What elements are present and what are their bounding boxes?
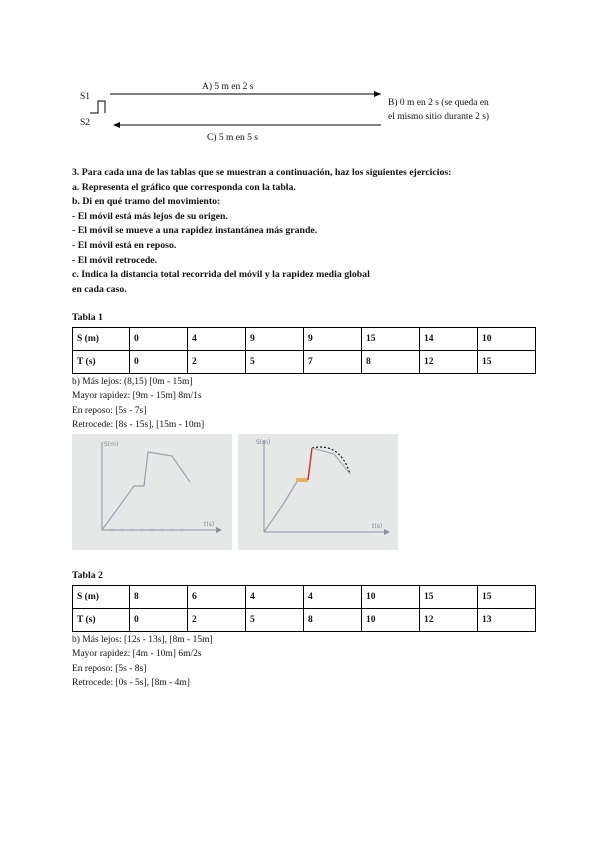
table-cell: 0 bbox=[130, 328, 188, 351]
table-cell: 13 bbox=[478, 609, 536, 632]
graph1-x-label: t(s) bbox=[204, 521, 215, 528]
table-row bbox=[73, 351, 536, 374]
table-cell: 14 bbox=[420, 328, 478, 351]
table-row bbox=[73, 586, 536, 609]
table-cell: 2 bbox=[188, 609, 246, 632]
table-cell: 15 bbox=[478, 586, 536, 609]
instruction-line: - El móvil está en reposo. bbox=[72, 239, 177, 251]
graph-photo-2 bbox=[238, 434, 398, 550]
hand-drawn-graph-2 bbox=[238, 434, 398, 550]
answer-line: En reposo: [5s - 7s] bbox=[72, 405, 147, 416]
instruction-line: en cada caso. bbox=[72, 283, 127, 295]
table-cell: 15 bbox=[478, 351, 536, 374]
segment-a-label: A) 5 m en 2 s bbox=[202, 82, 254, 92]
table-cell: 2 bbox=[188, 351, 246, 374]
table1-title: Tabla 1 bbox=[72, 312, 103, 323]
segment-b-label-2: el mismo sitio durante 2 s) bbox=[388, 112, 490, 122]
table-cell: T (s) bbox=[73, 609, 130, 632]
segment-c-label: C) 5 m en 5 s bbox=[207, 133, 258, 143]
instruction-line: c. Indica la distancia total recorrida del móvil y la rapidez media global bbox=[72, 269, 370, 281]
table-cell: 15 bbox=[362, 328, 420, 351]
table-cell: 7 bbox=[304, 351, 362, 374]
answer-line: En reposo: [5s - 8s] bbox=[72, 663, 147, 674]
table-cell: 4 bbox=[246, 586, 304, 609]
table-cell: 8 bbox=[304, 609, 362, 632]
answer-line: b) Más lejos: (8,15) [0m - 15m] bbox=[72, 377, 193, 387]
table-cell: 12 bbox=[420, 609, 478, 632]
answer-line: Mayor rapidez: [9m - 15m] 8m/1s bbox=[72, 391, 202, 402]
movement-arrows bbox=[85, 85, 385, 135]
instruction-line: - El móvil retrocede. bbox=[72, 254, 158, 266]
graph2-y-label: S(m) bbox=[256, 439, 271, 446]
instruction-line: - El móvil se mueve a una rapidez instantánea más grande. bbox=[72, 225, 318, 237]
instruction-line: - El móvil está más lejos de su origen. bbox=[72, 210, 228, 222]
graph2-x-label: t(s) bbox=[372, 523, 383, 530]
table-cell: S (m) bbox=[73, 586, 130, 609]
graph-photo-1 bbox=[72, 434, 232, 550]
table-cell: 8 bbox=[130, 586, 188, 609]
answer-line: Retrocede: [8s - 15s], [15m - 10m] bbox=[72, 419, 205, 430]
graph1-y-label: S(m) bbox=[104, 441, 119, 448]
table1 bbox=[72, 327, 536, 374]
table-cell: 5 bbox=[246, 609, 304, 632]
instruction-line: a. Representa el gráfico que corresponda con la tabla. bbox=[72, 181, 296, 193]
answer-line: Mayor rapidez: [4m - 10m] 6m/2s bbox=[72, 649, 202, 660]
table-cell: 8 bbox=[362, 351, 420, 374]
table-cell: 9 bbox=[246, 328, 304, 351]
table2-answers bbox=[72, 633, 213, 690]
table2-title: Tabla 2 bbox=[72, 570, 103, 581]
answer-line: Retrocede: [0s - 5s], [8m - 4m] bbox=[72, 677, 190, 688]
table-cell: 10 bbox=[478, 328, 536, 351]
segment-b-label-1: B) 0 m en 2 s (se queda en bbox=[388, 98, 489, 108]
table-cell: 9 bbox=[304, 328, 362, 351]
instruction-line: b. Di en qué tramo del movimiento: bbox=[72, 196, 221, 208]
table-cell: S (m) bbox=[73, 328, 130, 351]
arrow-c-head bbox=[113, 122, 120, 128]
table-cell: T (s) bbox=[73, 351, 130, 374]
table-cell: 0 bbox=[130, 351, 188, 374]
table-cell: 0 bbox=[130, 609, 188, 632]
s1-label: S1 bbox=[80, 92, 91, 102]
table-cell: 4 bbox=[188, 328, 246, 351]
table-row bbox=[73, 328, 536, 351]
table-row bbox=[73, 609, 536, 632]
table1-answers bbox=[72, 375, 204, 432]
step-symbol bbox=[90, 101, 105, 113]
instruction-line: 3. Para cada una de las tablas que se muestran a continuación, haz los siguientes ejercicios: bbox=[72, 167, 452, 178]
answer-line: b) Más lejos: [12s - 13s], [8m - 15m] bbox=[72, 635, 213, 645]
s2-label: S2 bbox=[80, 118, 91, 128]
table2 bbox=[72, 585, 536, 632]
table-cell: 4 bbox=[304, 586, 362, 609]
table-cell: 5 bbox=[246, 351, 304, 374]
table-cell: 10 bbox=[362, 609, 420, 632]
table-cell: 6 bbox=[188, 586, 246, 609]
exercise-instructions bbox=[72, 166, 542, 297]
hand-drawn-graph-1 bbox=[72, 434, 232, 550]
arrow-a-head bbox=[374, 91, 381, 97]
table-cell: 10 bbox=[362, 586, 420, 609]
table-cell: 12 bbox=[420, 351, 478, 374]
table-cell: 15 bbox=[420, 586, 478, 609]
